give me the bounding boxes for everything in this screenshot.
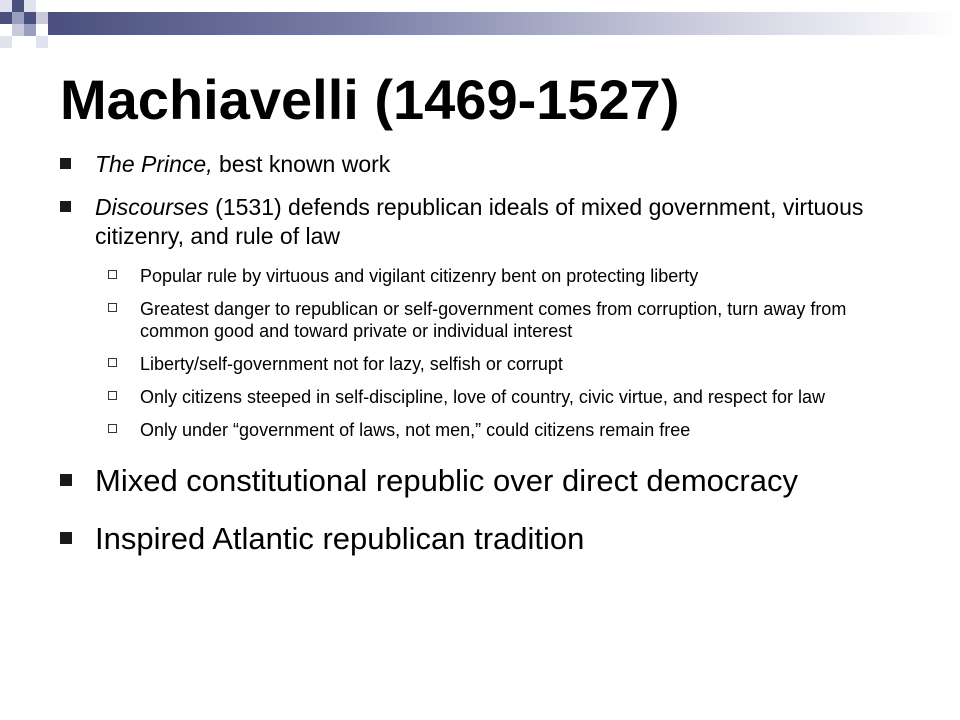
decor-square: [24, 24, 36, 36]
sub-bullet-text: Popular rule by virtuous and vigilant citizenry bent on protecting liberty: [140, 266, 699, 286]
decor-square: [12, 24, 24, 36]
decor-square: [0, 12, 12, 24]
sub-bullet-text: Greatest danger to republican or self-government comes from corruption, turn away from common good and toward private or individual interest: [140, 299, 847, 341]
decorative-header-band: [0, 0, 960, 58]
sub-bullet: [60, 386, 900, 408]
decor-square: [0, 36, 12, 48]
slide-title: Machiavelli (1469-1527): [60, 68, 680, 131]
decor-square: [0, 0, 12, 12]
hollow-square-bullet-icon: [108, 270, 117, 279]
work-title-italic: The Prince,: [95, 151, 213, 177]
decor-square: [36, 12, 48, 24]
sub-bullet-text: Only under “government of laws, not men,” could citizens remain free: [140, 420, 691, 440]
decor-square: [36, 36, 48, 48]
sub-bullet-text: Only citizens steeped in self-discipline, love of country, civic virtue, and respect for law: [140, 387, 825, 407]
square-bullet-icon: [60, 158, 71, 169]
work-title-italic: Discourses: [95, 194, 209, 220]
slide-content: [60, 150, 900, 577]
decor-square: [12, 12, 24, 24]
sub-bullet: [60, 298, 900, 342]
hollow-square-bullet-icon: [108, 303, 117, 312]
bullet-text: (1531) defends republican ideals of mixed government, virtuous citizenry, and rule of law: [95, 194, 864, 249]
hollow-square-bullet-icon: [108, 391, 117, 400]
square-bullet-icon: [60, 532, 72, 544]
sub-bullet: [60, 419, 900, 441]
bullet-text: best known work: [212, 151, 391, 177]
square-bullet-icon: [60, 474, 72, 486]
header-gradient-bar: [48, 12, 960, 35]
square-bullet-icon: [60, 201, 71, 212]
decor-square: [24, 0, 36, 12]
bullet-text: Inspired Atlantic republican tradition: [95, 521, 585, 556]
sub-bullet: [60, 265, 900, 287]
bullet-atlantic-tradition: [60, 519, 900, 559]
bullet-discourses: [60, 193, 900, 251]
bullet-text: Mixed constitutional republic over direct democracy: [95, 463, 798, 498]
bullet-prince: [60, 150, 900, 179]
decor-square: [12, 0, 24, 12]
sub-bullet: [60, 353, 900, 375]
hollow-square-bullet-icon: [108, 358, 117, 367]
sub-bullet-text: Liberty/self-government not for lazy, selfish or corrupt: [140, 354, 563, 374]
hollow-square-bullet-icon: [108, 424, 117, 433]
bullet-mixed-republic: [60, 461, 900, 501]
decor-square: [24, 12, 36, 24]
